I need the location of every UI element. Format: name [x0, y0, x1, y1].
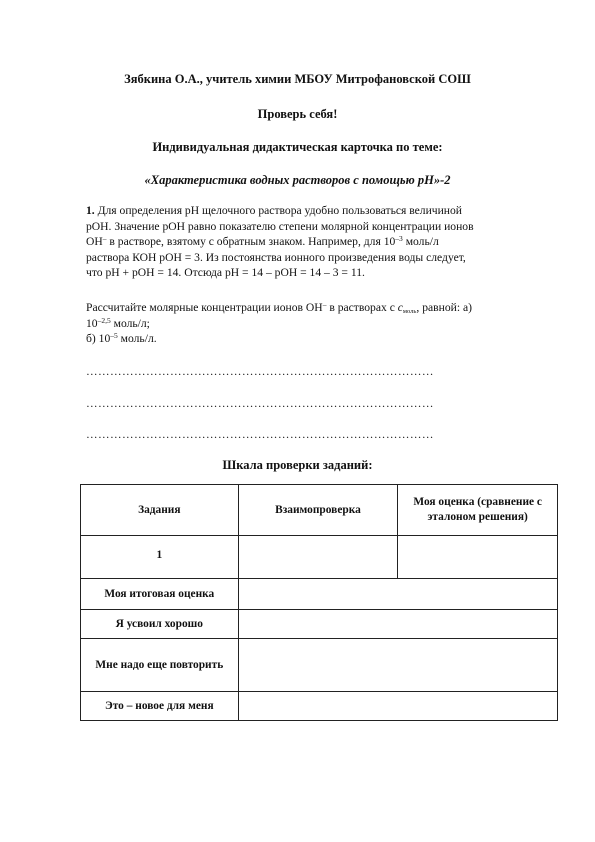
- table-row: [81, 536, 558, 579]
- topic-title: «Характеристика водных растворов с помощью рН»-2: [144, 173, 451, 187]
- check-yourself-heading: Проверь себя!: [257, 107, 338, 121]
- final-score-label: Моя итоговая оценка: [81, 579, 239, 610]
- scale-title: Шкала проверки заданий:: [222, 458, 373, 472]
- task-line-4: раствора КОН рОН = 3. Из постоянства ионного произведения воды следует,: [86, 250, 466, 264]
- final-score-cell[interactable]: [238, 579, 557, 610]
- header-peer-check: Взаимопроверка: [238, 485, 398, 536]
- answer-line-2[interactable]: ……………………………………………………………………………: [86, 397, 434, 410]
- task-line-5: что рН + рОН = 14. Отсюда рН = 14 – рОН = 14 – 3 = 11.: [86, 266, 365, 279]
- task-number-cell: 1: [81, 536, 239, 579]
- header-tasks: Задания: [81, 485, 239, 536]
- table-row: [81, 610, 558, 639]
- table-header-row: [81, 485, 558, 536]
- question-line-2: $10^{-2,5}$ моль/л;: [86, 315, 150, 330]
- task-line-1: 1. Для определения рН щелочного раствора удобно пользоваться величиной: [86, 204, 463, 217]
- task-line-2: рОН. Значение рОН равно показателю степени молярной концентрации ионов: [86, 219, 474, 233]
- header-self-score: Моя оценка (сравнение с эталоном решения): [398, 485, 558, 536]
- new-for-me-cell[interactable]: [238, 692, 557, 721]
- answer-line-1[interactable]: ……………………………………………………………………………: [86, 365, 434, 378]
- table-row: [81, 579, 558, 610]
- task-line-3: ОН– в растворе, взятому с обратным знаком. Например, для $10^{-3}$ моль/л: [86, 234, 439, 248]
- card-title: Индивидуальная дидактическая карточка по теме:: [152, 140, 443, 154]
- peer-check-cell[interactable]: [238, 536, 398, 579]
- task-number: 1.: [86, 204, 95, 217]
- need-review-cell[interactable]: [238, 639, 557, 692]
- question-line-3: б) $10^{-5}$ моль/л.: [86, 331, 157, 345]
- table-row: [81, 639, 558, 692]
- learned-well-label: Я усвоил хорошо: [81, 610, 239, 639]
- learned-well-cell[interactable]: [238, 610, 557, 639]
- answer-line-3[interactable]: ……………………………………………………………………………: [86, 428, 434, 441]
- author-line: Зябкина О.А., учитель химии МБОУ Митрофановской СОШ: [124, 72, 471, 86]
- task-question: [86, 300, 526, 347]
- self-score-cell[interactable]: [398, 536, 558, 579]
- need-review-label: Мне надо еще повторить: [81, 639, 239, 692]
- question-line-1: Рассчитайте молярные концентрации ионов ОН– в растворах с $c_{моль}$, равной: а): [86, 300, 472, 315]
- task-description: [86, 203, 526, 281]
- table-row: [81, 692, 558, 721]
- assessment-table: [80, 484, 558, 721]
- new-for-me-label: Это – новое для меня: [81, 692, 239, 721]
